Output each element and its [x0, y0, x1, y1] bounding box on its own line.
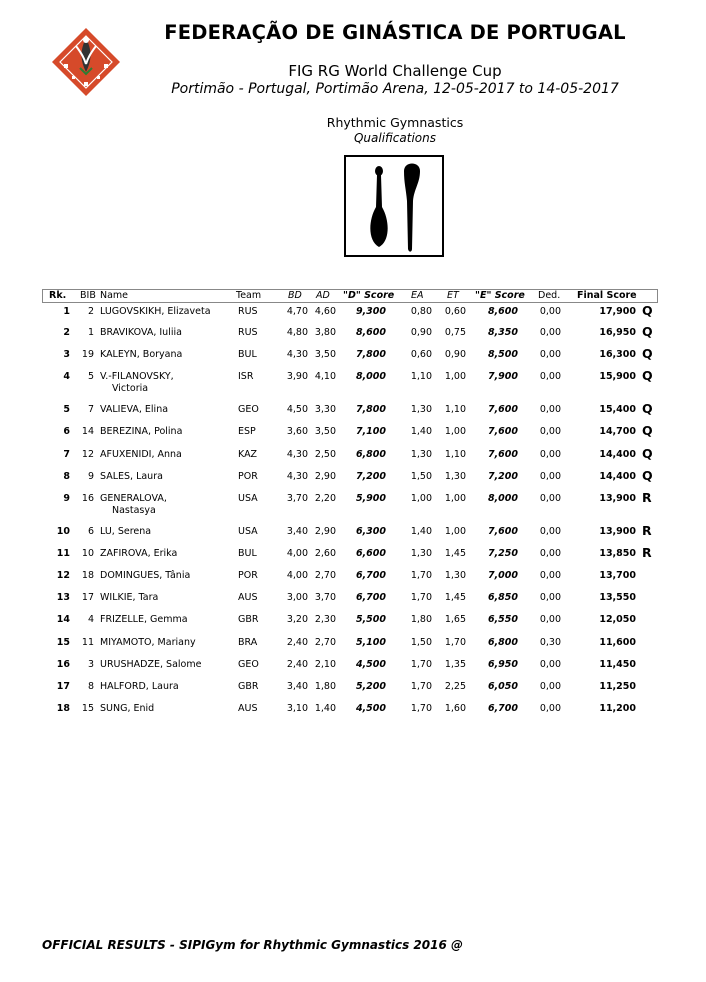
- cell-rk: 9: [63, 493, 70, 504]
- footer-text: OFFICIAL RESULTS - SIPIGym for Rhythmic Gymnastics 2016 @: [42, 938, 463, 952]
- cell-e: 6,850: [487, 592, 518, 603]
- cell-final: 15,900: [599, 371, 636, 382]
- cell-et: 1,00: [444, 493, 466, 504]
- cell-ad: 2,20: [314, 493, 336, 504]
- cell-rk: 13: [56, 592, 70, 603]
- cell-rk: 7: [63, 449, 70, 460]
- cell-ad: 2,90: [314, 471, 336, 482]
- cell-q: Q: [642, 368, 653, 383]
- cell-ded: 0,00: [539, 306, 561, 317]
- cell-e: 7,250: [487, 548, 518, 559]
- header-d-score: "D" Score: [343, 290, 395, 301]
- federation-title: FEDERAÇÃO DE GINÁSTICA DE PORTUGAL: [164, 21, 626, 44]
- cell-ea: 0,80: [410, 306, 432, 317]
- cell-rk: 15: [56, 637, 70, 648]
- cell-team: POR: [238, 471, 258, 482]
- header-e-score: "E" Score: [475, 290, 525, 301]
- cell-e: 7,900: [487, 371, 518, 382]
- cell-bib: 14: [81, 426, 94, 437]
- cell-q: Q: [642, 346, 653, 361]
- cell-et: 0,75: [444, 327, 466, 338]
- cell-e: 7,200: [487, 471, 518, 482]
- phase-title: Qualifications: [353, 131, 436, 145]
- cell-bib: 3: [87, 659, 94, 670]
- cell-d: 6,700: [355, 570, 386, 581]
- cell-ded: 0,00: [539, 681, 561, 692]
- cell-et: 2,25: [444, 681, 466, 692]
- cell-final: 12,050: [599, 614, 636, 625]
- cell-ea: 1,50: [410, 471, 432, 482]
- cell-team: BUL: [238, 349, 257, 360]
- cell-bd: 3,60: [286, 426, 308, 437]
- cell-q: Q: [642, 446, 653, 461]
- cell-q: R: [642, 545, 652, 560]
- cell-bib: 16: [81, 493, 94, 504]
- cell-ea: 1,40: [410, 426, 432, 437]
- table-row: [0, 703, 706, 725]
- cell-ded: 0,30: [539, 637, 561, 648]
- cell-final: 14,400: [599, 471, 636, 482]
- cell-rk: 18: [56, 703, 70, 714]
- cell-q: Q: [642, 468, 653, 483]
- cell-e: 8,350: [487, 327, 518, 338]
- cell-ad: 2,10: [314, 659, 336, 670]
- cell-final: 13,700: [599, 570, 636, 581]
- cell-bd: 3,90: [286, 371, 308, 382]
- cell-et: 1,45: [444, 548, 466, 559]
- cell-bib: 4: [87, 614, 94, 625]
- cell-team: KAZ: [238, 449, 258, 460]
- cell-d: 7,800: [355, 404, 386, 415]
- cell-q: Q: [642, 423, 653, 438]
- table-row: [0, 324, 706, 349]
- cell-e: 7,600: [487, 526, 518, 537]
- cell-et: 1,10: [444, 404, 466, 415]
- cell-final: 13,900: [599, 526, 636, 537]
- cell-q: Q: [642, 401, 653, 416]
- cell-final: 11,600: [599, 637, 636, 648]
- cell-d: 8,600: [355, 327, 386, 338]
- cell-rk: 10: [56, 526, 70, 537]
- header-rank: Rk.: [49, 290, 67, 301]
- cell-d: 7,200: [355, 471, 386, 482]
- cell-bd: 4,30: [286, 471, 308, 482]
- cell-ded: 0,00: [539, 526, 561, 537]
- cell-d: 4,500: [355, 703, 386, 714]
- cell-name: DOMINGUES, Tânia: [100, 570, 191, 581]
- cell-d: 7,800: [355, 349, 386, 360]
- cell-name: VALIEVA, Elina: [100, 404, 169, 415]
- cell-et: 1,00: [444, 371, 466, 382]
- cell-e: 6,050: [487, 681, 518, 692]
- cell-name: LU, Serena: [100, 526, 152, 537]
- cell-d: 4,500: [355, 659, 386, 670]
- cell-rk: 17: [56, 681, 70, 692]
- cell-name: BRAVIKOVA, Iuliia: [100, 327, 182, 338]
- cell-rk: 5: [63, 404, 70, 415]
- table-row: [0, 545, 706, 570]
- cell-team: GEO: [238, 404, 259, 415]
- cell-ea: 1,30: [410, 449, 432, 460]
- cell-e: 6,950: [487, 659, 518, 670]
- table-row: [0, 423, 706, 448]
- cell-et: 1,10: [444, 449, 466, 460]
- cell-ad: 3,50: [314, 349, 336, 360]
- cell-e: 8,000: [487, 493, 518, 504]
- cell-bib: 9: [87, 471, 94, 482]
- cell-name-line2: Victoria: [112, 383, 149, 394]
- cell-ded: 0,00: [539, 592, 561, 603]
- cell-final: 17,900: [599, 306, 636, 317]
- cell-ea: 1,80: [410, 614, 432, 625]
- cell-ea: 1,70: [410, 681, 432, 692]
- cell-name: KALEYN, Boryana: [100, 349, 183, 360]
- cell-rk: 3: [63, 349, 70, 360]
- cell-name-line1: V.-FILANOVSKY,: [100, 371, 174, 382]
- cell-ad: 3,80: [314, 327, 336, 338]
- cell-name: URUSHADZE, Salome: [100, 659, 202, 670]
- cell-ad: 4,10: [314, 371, 336, 382]
- header-bib: BIB: [80, 290, 96, 301]
- cell-ad: 2,70: [314, 637, 336, 648]
- cell-ea: 1,30: [410, 548, 432, 559]
- cell-rk: 8: [63, 471, 70, 482]
- cell-ea: 0,90: [410, 327, 432, 338]
- cell-name-line1: GENERALOVA,: [100, 493, 167, 504]
- cell-bib: 5: [87, 371, 94, 382]
- cell-e: 7,600: [487, 449, 518, 460]
- cell-bib: 2: [87, 306, 94, 317]
- cell-name: SUNG, Enid: [100, 703, 155, 714]
- table-row: [0, 637, 706, 659]
- cell-et: 1,35: [444, 659, 466, 670]
- cell-d: 5,200: [355, 681, 386, 692]
- cell-name: [100, 493, 230, 517]
- cell-bib: 17: [81, 592, 94, 603]
- cell-bd: 3,40: [286, 681, 308, 692]
- cell-ded: 0,00: [539, 570, 561, 581]
- cell-rk: 14: [56, 614, 70, 625]
- header-bd: BD: [288, 290, 302, 301]
- table-row: [0, 490, 706, 516]
- cell-bib: 6: [87, 526, 94, 537]
- cell-name: MIYAMOTO, Mariany: [100, 637, 196, 648]
- table-row: [0, 368, 706, 394]
- cell-ded: 0,00: [539, 426, 561, 437]
- cell-et: 1,45: [444, 592, 466, 603]
- cell-ea: 1,30: [410, 404, 432, 415]
- header-name: Name: [100, 290, 129, 301]
- cell-e: 8,600: [487, 306, 518, 317]
- cell-ded: 0,00: [539, 327, 561, 338]
- cell-ad: 2,50: [314, 449, 336, 460]
- cell-q: Q: [642, 324, 653, 339]
- cell-team: BRA: [238, 637, 258, 648]
- cell-et: 0,90: [444, 349, 466, 360]
- cell-rk: 2: [63, 327, 70, 338]
- cell-ded: 0,00: [539, 659, 561, 670]
- cell-name: HALFORD, Laura: [100, 681, 179, 692]
- cell-bib: 1: [87, 327, 94, 338]
- cell-bib: 12: [81, 449, 94, 460]
- cell-q: Q: [642, 303, 653, 318]
- cell-ea: 1,70: [410, 592, 432, 603]
- cell-ea: 1,70: [410, 570, 432, 581]
- event-details: Portimão - Portugal, Portimão Arena, 12-05-2017 to 14-05-2017: [171, 81, 619, 97]
- cell-bib: 7: [87, 404, 94, 415]
- cell-et: 0,60: [444, 306, 466, 317]
- table-row: [0, 346, 706, 371]
- cell-ad: 1,40: [314, 703, 336, 714]
- cell-bd: 3,70: [286, 493, 308, 504]
- cell-final: 16,950: [599, 327, 636, 338]
- cell-et: 1,30: [444, 570, 466, 581]
- cell-ad: 4,60: [314, 306, 336, 317]
- cell-ad: 2,70: [314, 570, 336, 581]
- cell-bd: 2,40: [286, 637, 308, 648]
- cell-d: 5,100: [355, 637, 386, 648]
- discipline-title: Rhythmic Gymnastics: [326, 115, 464, 130]
- cell-final: 11,450: [599, 659, 636, 670]
- results-table-header: [42, 289, 658, 303]
- table-row: [0, 401, 706, 426]
- cell-e: 7,600: [487, 404, 518, 415]
- cell-ea: 1,50: [410, 637, 432, 648]
- table-row: [0, 446, 706, 471]
- cell-final: 11,200: [599, 703, 636, 714]
- cell-name-line2: Nastasya: [112, 505, 156, 516]
- cell-team: RUS: [238, 327, 258, 338]
- cell-e: 6,800: [487, 637, 518, 648]
- header-ea: EA: [411, 290, 424, 301]
- cell-rk: 4: [63, 371, 70, 382]
- cell-bd: 4,30: [286, 349, 308, 360]
- cell-ded: 0,00: [539, 371, 561, 382]
- cell-bd: 4,00: [286, 548, 308, 559]
- cell-e: 8,500: [487, 349, 518, 360]
- federation-logo: [50, 24, 122, 100]
- cell-name: LUGOVSKIKH, Elizaveta: [100, 306, 211, 317]
- cell-team: GBR: [238, 614, 259, 625]
- cell-rk: 16: [56, 659, 70, 670]
- cell-ad: 3,50: [314, 426, 336, 437]
- cell-d: 5,500: [355, 614, 386, 625]
- cell-ea: 1,40: [410, 526, 432, 537]
- cell-final: 14,700: [599, 426, 636, 437]
- cell-e: 6,700: [487, 703, 518, 714]
- cell-ad: 2,30: [314, 614, 336, 625]
- cell-team: ISR: [238, 371, 254, 382]
- header-deductions: Ded.: [538, 290, 561, 301]
- cell-rk: 1: [63, 306, 70, 317]
- cell-bib: 11: [81, 637, 94, 648]
- cell-final: 13,850: [599, 548, 636, 559]
- cell-ded: 0,00: [539, 404, 561, 415]
- cell-q: R: [642, 490, 652, 505]
- cell-ad: 2,90: [314, 526, 336, 537]
- cell-et: 1,00: [444, 526, 466, 537]
- cell-final: 14,400: [599, 449, 636, 460]
- header-ad: AD: [316, 290, 330, 301]
- cell-bib: 15: [81, 703, 94, 714]
- cell-final: 11,250: [599, 681, 636, 692]
- cell-e: 6,550: [487, 614, 518, 625]
- cell-bib: 19: [81, 349, 94, 360]
- cell-team: BUL: [238, 548, 257, 559]
- cell-name: WILKIE, Tara: [100, 592, 159, 603]
- cell-team: GBR: [238, 681, 259, 692]
- table-row: [0, 659, 706, 681]
- cell-name: FRIZELLE, Gemma: [100, 614, 188, 625]
- cell-name: [100, 371, 230, 395]
- cell-d: 6,700: [355, 592, 386, 603]
- cell-bd: 3,20: [286, 614, 308, 625]
- cell-team: RUS: [238, 306, 258, 317]
- cell-d: 6,300: [355, 526, 386, 537]
- cell-bd: 3,10: [286, 703, 308, 714]
- cell-q: R: [642, 523, 652, 538]
- cell-et: 1,30: [444, 471, 466, 482]
- table-row: [0, 523, 706, 548]
- cell-final: 13,900: [599, 493, 636, 504]
- cell-ea: 1,70: [410, 659, 432, 670]
- cell-team: AUS: [238, 703, 258, 714]
- cell-bib: 18: [81, 570, 94, 581]
- cell-ded: 0,00: [539, 493, 561, 504]
- cell-ea: 1,70: [410, 703, 432, 714]
- cell-team: USA: [238, 493, 258, 504]
- table-row: [0, 468, 706, 493]
- cell-ded: 0,00: [539, 703, 561, 714]
- cell-ea: 1,00: [410, 493, 432, 504]
- cell-bib: 10: [81, 548, 94, 559]
- cell-bib: 8: [87, 681, 94, 692]
- cell-final: 16,300: [599, 349, 636, 360]
- cell-et: 1,65: [444, 614, 466, 625]
- cell-rk: 6: [63, 426, 70, 437]
- cell-rk: 11: [56, 548, 70, 559]
- cell-name: BEREZINA, Polina: [100, 426, 183, 437]
- cell-et: 1,70: [444, 637, 466, 648]
- clubs-icon: [344, 155, 444, 257]
- cell-team: USA: [238, 526, 258, 537]
- cell-ad: 2,60: [314, 548, 336, 559]
- cell-ad: 1,80: [314, 681, 336, 692]
- cell-team: ESP: [238, 426, 256, 437]
- cell-rk: 12: [56, 570, 70, 581]
- cell-ded: 0,00: [539, 471, 561, 482]
- cell-d: 6,600: [355, 548, 386, 559]
- cell-d: 7,100: [355, 426, 386, 437]
- cell-ded: 0,00: [539, 548, 561, 559]
- table-row: [0, 614, 706, 636]
- cell-d: 9,300: [355, 306, 386, 317]
- cell-d: 5,900: [355, 493, 386, 504]
- cell-ded: 0,00: [539, 614, 561, 625]
- cell-bd: 4,80: [286, 327, 308, 338]
- cell-ded: 0,00: [539, 349, 561, 360]
- cell-team: AUS: [238, 592, 258, 603]
- cell-final: 15,400: [599, 404, 636, 415]
- cell-name: SALES, Laura: [100, 471, 163, 482]
- cell-bd: 3,00: [286, 592, 308, 603]
- cell-ea: 0,60: [410, 349, 432, 360]
- cell-ad: 3,70: [314, 592, 336, 603]
- cell-bd: 4,70: [286, 306, 308, 317]
- table-row: [0, 681, 706, 703]
- cell-final: 13,550: [599, 592, 636, 603]
- cell-team: POR: [238, 570, 258, 581]
- event-title: FIG RG World Challenge Cup: [288, 62, 502, 80]
- cell-et: 1,60: [444, 703, 466, 714]
- table-row: [0, 570, 706, 592]
- cell-ad: 3,30: [314, 404, 336, 415]
- cell-e: 7,600: [487, 426, 518, 437]
- cell-d: 8,000: [355, 371, 386, 382]
- cell-bd: 3,40: [286, 526, 308, 537]
- cell-d: 6,800: [355, 449, 386, 460]
- cell-bd: 4,30: [286, 449, 308, 460]
- cell-name: AFUXENIDI, Anna: [100, 449, 182, 460]
- cell-name: ZAFIROVA, Erika: [100, 548, 178, 559]
- cell-et: 1,00: [444, 426, 466, 437]
- table-row: [0, 592, 706, 614]
- header-team: Team: [236, 290, 262, 301]
- cell-bd: 4,50: [286, 404, 308, 415]
- cell-team: GEO: [238, 659, 259, 670]
- table-row: [0, 303, 706, 328]
- cell-bd: 2,40: [286, 659, 308, 670]
- cell-bd: 4,00: [286, 570, 308, 581]
- header-et: ET: [447, 290, 459, 301]
- header-final-score: Final Score: [577, 290, 637, 301]
- cell-ded: 0,00: [539, 449, 561, 460]
- cell-e: 7,000: [487, 570, 518, 581]
- cell-ea: 1,10: [410, 371, 432, 382]
